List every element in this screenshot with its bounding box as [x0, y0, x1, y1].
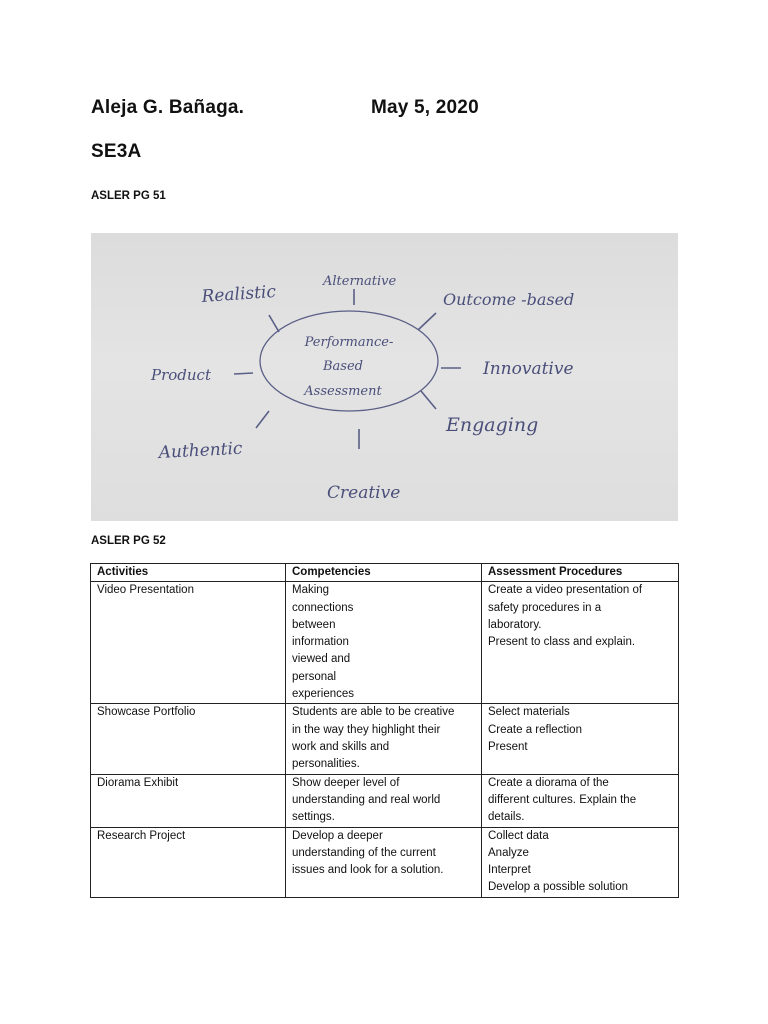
spoke-bottom-left: [256, 411, 269, 428]
text-line: Create a diorama of the: [488, 776, 609, 789]
header-competencies: Competencies: [286, 564, 482, 582]
table-row: [91, 774, 679, 827]
text-line: different cultures. Explain the: [488, 793, 637, 806]
competencies-cell: [286, 582, 482, 704]
text-line: understanding of the current: [292, 846, 436, 859]
competencies-cell: [286, 774, 482, 827]
text-line: details.: [488, 811, 525, 824]
text-line: Collect data: [488, 829, 549, 842]
text-line: personal: [292, 670, 337, 683]
label-alternative: Alternative: [323, 274, 397, 289]
competencies-cell: [286, 704, 482, 774]
label-creative: Creative: [327, 483, 401, 503]
text-line: Create a reflection: [488, 723, 582, 736]
center-line-2: Based: [323, 359, 363, 374]
text-line: Making: [292, 584, 330, 597]
text-line: Select materials: [488, 706, 570, 719]
text-line: Present: [488, 740, 528, 753]
text-line: Develop a deeper: [292, 829, 383, 842]
spoke-left: [234, 373, 253, 374]
spoke-top-right: [418, 313, 436, 330]
assessment-table: [90, 563, 679, 898]
text-line: Students are able to be creative: [292, 706, 455, 719]
label-innovative: Innovative: [483, 359, 574, 379]
text-line: Present to class and explain.: [488, 636, 636, 649]
text-line: viewed and: [292, 653, 351, 666]
activity-cell: Showcase Portfolio: [91, 704, 286, 774]
text-line: between: [292, 618, 336, 631]
procedures-cell: [482, 827, 679, 897]
text-line: in the way they highlight their: [292, 723, 441, 736]
mindmap-photo: [91, 233, 678, 521]
text-line: Interpret: [488, 864, 531, 877]
table-row: [91, 582, 679, 704]
section-code: SE3A: [91, 141, 142, 162]
page51-label: ASLER PG 51: [91, 190, 166, 202]
text-line: laboratory.: [488, 618, 542, 631]
activity-cell: Video Presentation: [91, 582, 286, 704]
text-line: Analyze: [488, 846, 529, 859]
label-outcome-based: Outcome -based: [443, 290, 575, 309]
procedures-cell: [482, 704, 679, 774]
text-line: issues and look for a solution.: [292, 864, 444, 877]
spoke-bottom-right: [421, 391, 436, 409]
text-line: Create a video presentation of: [488, 584, 643, 597]
table-header-row: [91, 564, 679, 582]
text-line: experiences: [292, 688, 355, 701]
center-line-1: Performance-: [304, 335, 394, 350]
procedures-cell: [482, 774, 679, 827]
text-line: Show deeper level of: [292, 776, 400, 789]
activity-cell: Research Project: [91, 827, 286, 897]
document-date: May 5, 2020: [371, 97, 479, 118]
center-line-3: Assessment: [304, 384, 382, 399]
table-row: [91, 704, 679, 774]
author-name: Aleja G. Bañaga.: [91, 97, 245, 118]
mindmap-diagram: [91, 233, 678, 521]
table-row: [91, 827, 679, 897]
text-line: understanding and real world: [292, 793, 441, 806]
label-authentic: Authentic: [158, 438, 243, 463]
competencies-cell: [286, 827, 482, 897]
text-line: settings.: [292, 811, 335, 824]
text-line: personalities.: [292, 758, 360, 771]
header-procedures: Assessment Procedures: [482, 564, 679, 582]
text-line: connections: [292, 601, 354, 614]
procedures-cell: [482, 582, 679, 704]
spoke-top-left: [269, 315, 279, 332]
label-realistic: Realistic: [200, 281, 277, 307]
label-engaging: Engaging: [446, 414, 539, 436]
text-line: Develop a possible solution: [488, 881, 629, 894]
text-line: information: [292, 636, 349, 649]
text-line: work and skills and: [292, 740, 390, 753]
activity-cell: Diorama Exhibit: [91, 774, 286, 827]
page52-label: ASLER PG 52: [91, 535, 166, 547]
label-product: Product: [151, 366, 211, 384]
text-line: safety procedures in a: [488, 601, 602, 614]
header-activities: Activities: [91, 564, 286, 582]
